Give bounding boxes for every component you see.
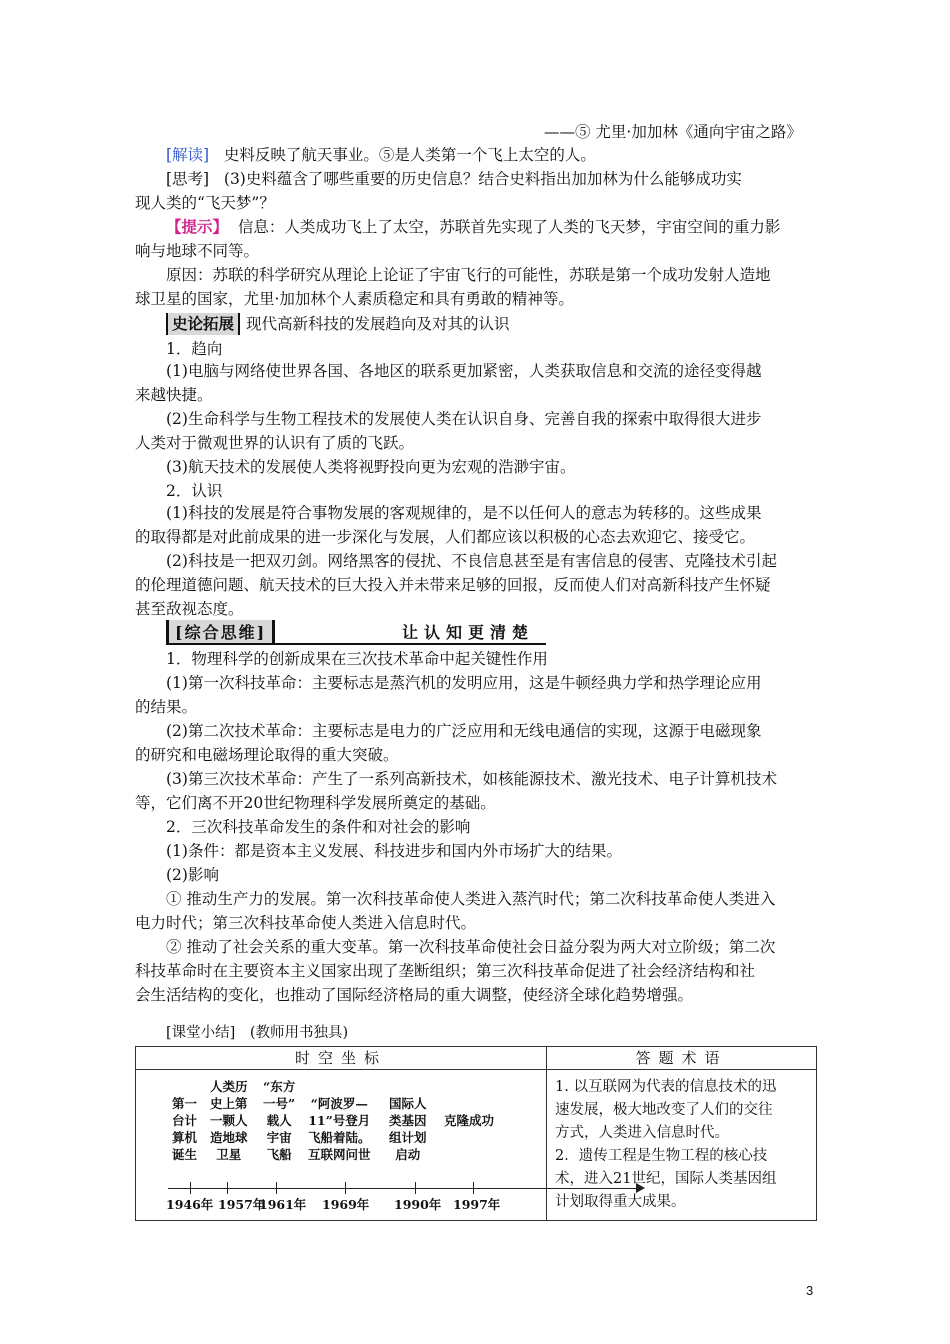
- jiedu-paragraph: [166, 144, 596, 166]
- year-1990: 1990年: [394, 1197, 442, 1212]
- z2-heading: 2．三次科技革命发生的条件和对社会的影响: [166, 818, 471, 836]
- year-1946: 1946年: [166, 1197, 214, 1212]
- col-header-terms: 答题术语: [547, 1047, 817, 1070]
- answer-2b: 术，进入21世纪，国际人类基因组: [555, 1171, 777, 1187]
- shilun-badge: 史论拓展: [166, 313, 240, 335]
- s2-p2c: 甚至敌视态度。: [135, 600, 244, 618]
- synth-badge: [综合思维]: [166, 620, 275, 643]
- s1-p3: (3)航天技术的发展使人类将视野投向更为宏观的浩渺宇宙。: [166, 458, 576, 476]
- jiedu-tag: [解读]: [166, 146, 210, 164]
- tick-1997: [473, 1182, 474, 1194]
- timeline: [136, 1070, 546, 1215]
- sikao-tag: [思考]: [166, 170, 210, 188]
- tick-1990: [415, 1182, 416, 1194]
- z2-p2: (2)影响: [166, 866, 219, 884]
- z2-c1b: 电力时代；第三次科技革命使人类进入信息时代。: [135, 914, 477, 932]
- z2-c1a: ① 推动生产力的发展。第一次科技革命使人类进入蒸汽时代；第二次科技革命使人类进入: [166, 890, 776, 908]
- z1-p1b: 的结果。: [135, 698, 198, 716]
- year-1957: 1957年: [218, 1197, 266, 1212]
- s1-heading: 1．趋向: [166, 340, 223, 358]
- summary-table: [135, 1046, 817, 1221]
- tishi-text-1: 信息：人类成功飞上了太空，苏联首先实现了人类的飞天梦，宇宙空间的重力影: [237, 218, 781, 236]
- jiedu-text: 史料反映了航天事业。⑤是人类第一个飞上太空的人。: [223, 146, 596, 164]
- yuanyin-text-1: 原因：苏联的科学研究从理论上论证了宇宙飞行的可能性，苏联是第一个成功发射人造地: [166, 266, 771, 284]
- timeline-axis: [168, 1188, 642, 1189]
- tick-1961: [276, 1182, 277, 1194]
- event-1969: “阿波罗— 11”号登月 飞船着陆。 互联网问世: [308, 1096, 371, 1162]
- sikao-paragraph: [166, 168, 742, 190]
- page-number: 3: [806, 1283, 814, 1298]
- s1-p2b: 人类对于微观世界的认识有了质的飞跃。: [135, 434, 415, 452]
- year-1997: 1997年: [453, 1197, 501, 1212]
- tick-1969: [345, 1182, 346, 1194]
- shilun-title: 现代高新科技的发展趋向及对其的认识: [246, 315, 510, 333]
- answer-1c: 方式，人类进入信息时代。: [555, 1125, 729, 1141]
- answer-1a: 1. 以互联网为代表的信息技术的迅: [555, 1079, 777, 1095]
- col-header-timeline: 时空坐标: [136, 1047, 547, 1070]
- sikao-text-2: 现人类的“飞天梦”？: [135, 194, 275, 212]
- tick-1946: [190, 1182, 191, 1194]
- answer-2a: 2．遗传工程是生物工程的核心技: [555, 1148, 768, 1164]
- s2-p2a: (2)科技是一把双刃剑。网络黑客的侵扰、不良信息甚至是有害信息的侵害、克隆技术引起: [166, 552, 777, 570]
- event-1957: 人类历 史上第 一颗人 造地球 卫星: [210, 1079, 248, 1162]
- source-citation: ——⑤ 尤里·加加林《通向宇宙之路》: [544, 123, 802, 141]
- z1-p2b: 的研究和电磁场理论取得的重大突破。: [135, 746, 399, 764]
- shilun-heading: [166, 313, 510, 335]
- sikao-text-1: (3)史料蕴含了哪些重要的历史信息？结合史料指出加加林为什么能够成功实: [223, 170, 742, 188]
- z2-p1: (1)条件：都是资本主义发展、科技进步和国内外市场扩大的结果。: [166, 842, 622, 860]
- summary-label: [课堂小结] (教师用书独具): [166, 1025, 349, 1041]
- z1-p3a: (3)第三次技术革命：产生了一系列高新技术，如核能源技术、激光技术、电子计算机技术: [166, 770, 777, 788]
- z1-heading: 1．物理科学的创新成果在三次技术革命中起关键性作用: [166, 650, 548, 668]
- timeline-arrow: [636, 1183, 645, 1193]
- event-1946: 第一 台计 算机 诞生: [172, 1096, 198, 1162]
- synth-rule: [166, 643, 546, 645]
- yuanyin-text-2: 球卫星的国家，尤里·加加林个人素质稳定和具有勇敢的精神等。: [135, 290, 574, 308]
- event-1990: 国际人 类基因 组计划 启动: [389, 1096, 427, 1162]
- answer-2c: 计划取得重大成果。: [555, 1194, 686, 1210]
- year-1961: 1961年: [259, 1197, 307, 1212]
- s2-p1a: (1)科技的发展是符合事物发展的客观规律的，是不以任何人的意志为转移的。这些成果: [166, 504, 762, 522]
- event-1961: “东方 一号” 载人 宇宙 飞船: [263, 1079, 296, 1162]
- z2-c2b: 科技革命时在主要资本主义国家出现了垄断组织；第三次科技革命促进了社会经济结构和社: [135, 962, 756, 980]
- z1-p1a: (1)第一次科技革命：主要标志是蒸汽机的发明应用，这是牛顿经典力学和热学理论应用: [166, 674, 762, 692]
- s2-p1b: 的取得都是对此前成果的进一步深化与发展，人们都应该以积极的心态去欢迎它、接受它。: [135, 528, 756, 546]
- tishi-tag: 【提示】: [166, 217, 229, 236]
- s1-p2a: (2)生命科学与生物工程技术的发展使人类在认识自身、完善自我的探索中取得很大进步: [166, 410, 762, 428]
- year-1969: 1969年: [322, 1197, 370, 1212]
- z2-c2a: ② 推动了社会关系的重大变革。第一次科技革命使社会日益分裂为两大对立阶级；第二次: [166, 938, 776, 956]
- answer-1b: 速发展，极大地改变了人们的交往: [555, 1102, 773, 1118]
- synth-heading: [166, 620, 546, 644]
- s2-p2b: 的伦理道德问题、航天技术的巨大投入并未带来足够的回报，反而使人们对高新科技产生怀疑: [135, 576, 771, 594]
- timeline-cell: [136, 1070, 547, 1221]
- answer-terms-cell: [547, 1070, 817, 1221]
- z1-p3b: 等，它们离不开20世纪物理科学发展所奠定的基础。: [135, 794, 496, 812]
- z2-c2c: 会生活结构的变化，也推动了国际经济格局的重大调整，使经济全球化趋势增强。: [135, 986, 694, 1004]
- tishi-text-2: 响与地球不同等。: [135, 242, 260, 260]
- synth-slogan: 让认知更清楚: [402, 623, 535, 642]
- event-1997: 克隆成功: [444, 1113, 495, 1128]
- tick-1957: [227, 1182, 228, 1194]
- z1-p2a: (2)第二次技术革命：主要标志是电力的广泛应用和无线电通信的实现，这源于电磁现象: [166, 722, 762, 740]
- s1-p1b: 来越快捷。: [135, 386, 213, 404]
- s2-heading: 2．认识: [166, 482, 223, 500]
- tishi-paragraph: [166, 216, 780, 238]
- s1-p1a: (1)电脑与网络使世界各国、各地区的联系更加紧密，人类获取信息和交流的途径变得越: [166, 362, 762, 380]
